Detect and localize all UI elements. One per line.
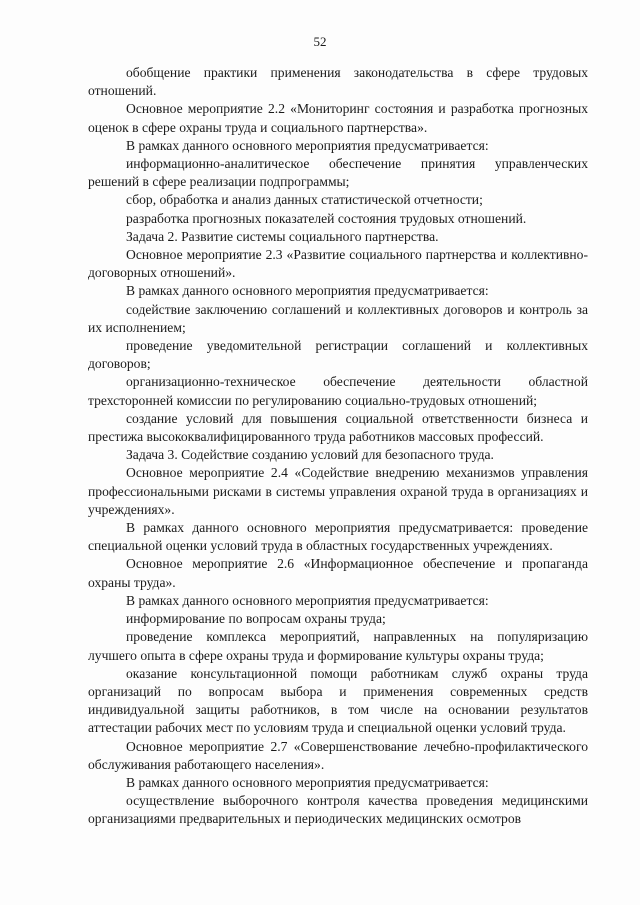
paragraph: содействие заключению соглашений и коллективных договоров и контроль за их исполнением; xyxy=(88,301,588,335)
page-number: 52 xyxy=(313,34,327,49)
paragraph: разработка прогнозных показателей состояния трудовых отношений. xyxy=(126,210,527,226)
paragraph: оказание консультационной помощи работникам служб охраны труда организаций по вопросам выбора и применения современных средств индивидуальной защиты работников, в том числе на основании результатов аттестации рабочих мест по условиям труда и специальной оценки условий труда. xyxy=(88,665,588,736)
paragraph: сбор, обработка и анализ данных статистической отчетности; xyxy=(126,192,483,208)
paragraph: Основное мероприятие 2.4 «Содействие внедрению механизмов управления профессиональными рисками в системы управления охраной труда в организациях и учреждениях». xyxy=(88,465,588,517)
paragraph: В рамках данного основного мероприятия предусматривается: xyxy=(126,774,489,790)
paragraph: организационно-техническое обеспечение деятельности областной трехсторонней комиссии по регулированию социально-трудовых отношений; xyxy=(88,374,588,408)
paragraph: проведение комплекса мероприятий, направленных на популяризацию лучшего опыта в сфере охраны труда и формирование культуры охраны труда; xyxy=(88,629,588,663)
paragraph: Основное мероприятие 2.2 «Мониторинг состояния и разработка прогнозных оценок в сфере охраны труда и социального партнерства». xyxy=(88,101,588,135)
paragraph: В рамках данного основного мероприятия предусматривается: xyxy=(126,137,489,153)
paragraph: Задача 2. Развитие системы социального партнерства. xyxy=(126,228,439,244)
document-body xyxy=(88,64,588,829)
paragraph: информационно-аналитическое обеспечение принятия управленческих решений в сфере реализации подпрограммы; xyxy=(88,156,588,190)
paragraph: Основное мероприятие 2.6 «Информационное обеспечение и пропаганда охраны труда». xyxy=(88,556,588,590)
paragraph: Основное мероприятие 2.7 «Совершенствование лечебно-профилактического обслуживания работающего населения». xyxy=(88,738,588,772)
paragraph: В рамках данного основного мероприятия предусматривается: xyxy=(126,283,489,299)
paragraph: осуществление выборочного контроля качества проведения медицинскими организациями предварительных и периодических медицинских осмотров xyxy=(88,793,588,827)
paragraph: информирование по вопросам охраны труда; xyxy=(126,611,386,627)
paragraph: Основное мероприятие 2.3 «Развитие социального партнерства и коллективно-договорных отношений». xyxy=(88,247,588,281)
paragraph: В рамках данного основного мероприятия предусматривается: проведение специальной оценки условий труда в областных государственных учреждениях. xyxy=(88,520,588,554)
paragraph: создание условий для повышения социальной ответственности бизнеса и престижа высококвалифицированного труда работников массовых профессий. xyxy=(88,410,588,445)
paragraph: Задача 3. Содействие созданию условий для безопасного труда. xyxy=(126,447,494,463)
paragraph: обобщение практики применения законодательства в сфере трудовых отношений. xyxy=(88,65,588,99)
paragraph: В рамках данного основного мероприятия предусматривается: xyxy=(126,592,489,608)
paragraph: проведение уведомительной регистрации соглашений и коллективных договоров; xyxy=(88,338,588,372)
